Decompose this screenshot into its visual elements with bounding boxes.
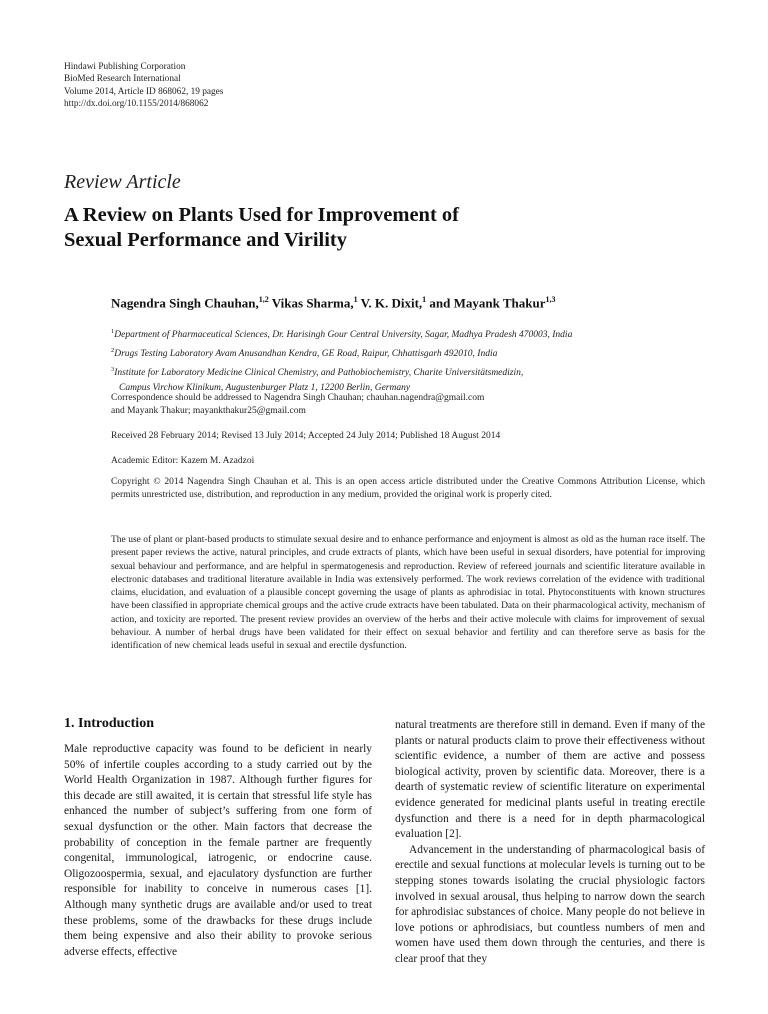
author-list xyxy=(111,295,556,311)
copyright-notice: Copyright © 2014 Nagendra Singh Chauhan et al. This is an open access article distributed under the Creative Commons Attribution License, which permits unrestricted use, distribution, and reproduction in any medium, provided the original work is properly cited. xyxy=(111,477,705,501)
volume-line: Volume 2014, Article ID 868062, 19 pages xyxy=(64,86,224,97)
correspondence-line-2: and Mayank Thakur; mayankthakur25@gmail.com xyxy=(111,406,306,416)
correspondence-block xyxy=(111,392,706,418)
affiliation-item: $^3$Institute for Laboratory Medicine Clinical Chemistry, and Pathobiochemistry, Charite Universitätsmedizin, xyxy=(111,366,524,379)
author-affiliation-mark: 1 xyxy=(353,295,358,304)
article-title xyxy=(64,203,624,253)
correspondence-line-1: Correspondence should be addressed to Nagendra Singh Chauhan; chauhan.nagendra@gmail.com xyxy=(111,393,485,403)
affiliation-item-continued: Campus Virchow Klinikum, Augustenburger Platz 1, 12200 Berlin, Germany xyxy=(119,383,411,394)
right-column xyxy=(395,718,705,968)
doi-link[interactable]: http://dx.doi.org/10.1155/2014/868062 xyxy=(64,99,209,110)
author-name: and Mayank Thakur xyxy=(429,295,546,311)
affiliation-item: $^1$Department of Pharmaceutical Sciences, Dr. Harisingh Gour Central University, Sagar, Madhya Pradesh 470003, India xyxy=(111,328,573,341)
author-name: Vikas Sharma, xyxy=(271,295,354,311)
author-affiliation-mark: 1,3 xyxy=(545,295,556,304)
author-name: V. K. Dixit, xyxy=(360,295,423,311)
left-column xyxy=(64,742,372,960)
publisher-line: Hindawi Publishing Corporation xyxy=(64,62,186,72)
title-line-2: Sexual Performance and Virility xyxy=(64,229,347,251)
author-name: Nagendra Singh Chauhan, xyxy=(111,295,259,311)
journal-header xyxy=(64,61,223,111)
author-affiliation-mark: 1 xyxy=(422,295,427,304)
article-type-label: Review Article xyxy=(64,171,181,193)
body-paragraph: Advancement in the understanding of pharmacological basis of erectile and sexual functions at molecular levels is turning out to be stepping stones towards isolating the crucial physiologic factors involved in sexual arousal, thus helping to narrow down the search for aphrodisiac substances of choice. Many people do not believe in love potions or aphrodisiacs, but countless numbers of men and women have used them down through the centuries, and there is clear proof that they xyxy=(395,843,705,965)
abstract-text: The use of plant or plant-based products to stimulate sexual desire and to enhance performance and enjoyment is almost as old as the human race itself. The present paper reviews the active, natural principles, and crude extracts of plants, which have been useful in sexual disorders, have potential for improving sexual behaviour and performance, and are helpful in spermatogenesis and reproduction. Review of refereed journals and scientific literature available in electronic databases and traditional literature available in India was extensively performed. The work reviews correlation of the evidence with traditional claims, elucidation, and evaluation of a plausible concept governing the usage of plants as aphrodisiac in total. Phytoconstituents with known structures have been classified in appropriate chemical groups and the active crude extracts have been tabulated. Data on their pharmacological activity, mechanism of action, and toxicity are reported. The present review provides an overview of the herbs and their active molecule with claims for improvement of sexual behaviour. A number of herbal drugs have been validated for their effect on sexual behavior and fertility and can therefore serve as basis for the identification of new chemical leads useful in sexual and erectile dysfunction. xyxy=(111,535,705,652)
body-paragraph: natural treatments are therefore still in demand. Even if many of the plants or natural products claim to prove their effectiveness without scientific evidence, a number of them are active and possess biological activity, proven by scientific data. Moreover, there is a dearth of systematic review of scientific literature on experimental evidence generated for medicinal plants useful in treating erectile dysfunction and there is a need for in depth pharmacological evaluation [2]. xyxy=(395,719,705,841)
title-line-1: A Review on Plants Used for Improvement of xyxy=(64,204,459,226)
author-affiliation-mark: 1,2 xyxy=(258,295,269,304)
affiliations xyxy=(111,324,711,396)
body-paragraph: Male reproductive capacity was found to be deficient in nearly 50% of infertile couples according to a study carried out by the World Health Organization in 1987. Although further figures for this decade are still awaited, it is certain that stressful life style has enhanced the number of subject’s suffering from one form of sexual dysfunction or the other. Main factors that decrease the probability of conception in the female partner are frequently congenital, immunological, iatrogenic, or endocrine cause. Oligozoospermia, sexual, and ejaculatory dysfunction are further responsible for inability to conceive in numerous cases [1]. Although many synthetic drugs are available and/or used to treat these problems, some of the drawbacks for these drugs include them being expensive and also their ability to provoke serious adverse effects, effective xyxy=(64,743,372,958)
section-heading-introduction: 1. Introduction xyxy=(64,716,154,731)
affiliation-item: $^2$Drugs Testing Laboratory Avam Anusandhan Kendra, GE Road, Raipur, Chhattisgarh 492010, India xyxy=(111,347,498,360)
journal-name-line: BioMed Research International xyxy=(64,74,181,85)
publication-dates: Received 28 February 2014; Revised 13 July 2014; Accepted 24 July 2014; Published 18 August 2014 xyxy=(111,431,501,441)
academic-editor: Academic Editor: Kazem M. Azadzoi xyxy=(111,456,255,466)
